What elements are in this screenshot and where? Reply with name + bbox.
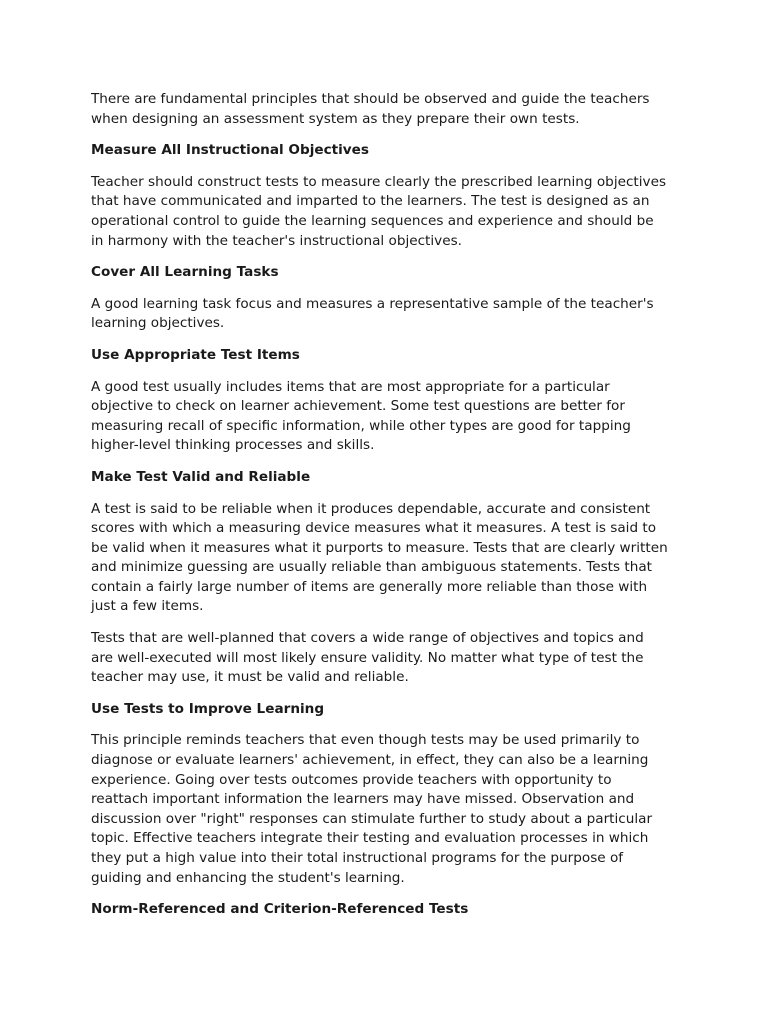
section-heading: [91, 900, 691, 920]
intro-paragraph: [91, 90, 691, 129]
text-line: learning objectives.: [91, 315, 225, 332]
text-line: diagnose or evaluate learners' achievement, in effect, they can also be a learning: [91, 752, 649, 769]
text-line: operational control to guide the learning sequences and experience and should be: [91, 212, 654, 229]
text-line: in harmony with the teacher's instructional objectives.: [91, 232, 462, 249]
body-paragraph: [91, 500, 691, 618]
text-line: Tests that are well-planned that covers a wide range of objectives and topics and: [91, 630, 644, 647]
text-line: There are fundamental principles that should be observed and guide the teachers: [91, 91, 650, 107]
section-heading: [91, 700, 691, 720]
text-line: This principle reminds teachers that even though tests may be used primarily to: [91, 732, 640, 749]
text-line: contain a fairly large number of items are generally more reliable than those with: [91, 578, 648, 595]
section-heading: [91, 263, 691, 283]
heading-text: Use Appropriate Test Items: [91, 346, 300, 363]
body-paragraph: [91, 378, 691, 456]
section-heading: [91, 468, 691, 488]
text-line: are well-executed will most likely ensure validity. No matter what type of test the: [91, 649, 644, 666]
text-line: measuring recall of specific information, while other types are good for tapping: [91, 417, 631, 434]
heading-text: Use Tests to Improve Learning: [91, 700, 325, 717]
text-line: Teacher should construct tests to measure clearly the prescribed learning objectives: [91, 173, 667, 190]
text-line: and minimize guessing are usually reliable than ambiguous statements. Tests that: [91, 559, 653, 576]
section-heading: [91, 346, 691, 366]
text-line: reattach important information the learners may have missed. Observation and: [91, 791, 635, 808]
heading-text: Cover All Learning Tasks: [91, 264, 279, 281]
text-line: topic. Effective teachers integrate their testing and evaluation processes in which: [91, 830, 649, 847]
heading-text: Make Test Valid and Reliable: [91, 468, 311, 485]
heading-text: Norm-Referenced and Criterion-Referenced Tests: [91, 901, 469, 918]
text-line: higher-level thinking processes and skills.: [91, 437, 375, 454]
body-paragraph: [91, 295, 691, 334]
text-line: teacher may use, it must be valid and reliable.: [91, 669, 409, 686]
body-paragraph: [91, 173, 691, 251]
text-line: be valid when it measures what it purports to measure. Tests that are clearly written: [91, 539, 668, 556]
text-line: that have communicated and imparted to the learners. The test is designed as an: [91, 193, 650, 210]
text-line: scores with which a measuring device measures what it measures. A test is said to: [91, 520, 657, 537]
text-line: A good learning task focus and measures a representative sample of the teacher's: [91, 295, 654, 312]
text-line: discussion over "right" responses can stimulate further to study about a particular: [91, 810, 653, 827]
text-line: they put a high value into their total instructional programs for the purpose of: [91, 850, 624, 866]
text-line: experience. Going over tests outcomes provide teachers with opportunity to: [91, 771, 612, 788]
text-line: when designing an assessment system as they prepare their own tests.: [91, 110, 580, 127]
body-paragraph: [91, 731, 691, 888]
text-line: A test is said to be reliable when it produces dependable, accurate and consistent: [91, 500, 651, 517]
text-line: guiding and enhancing the student's learning.: [91, 869, 405, 886]
section-heading: [91, 141, 691, 161]
text-line: objective to check on learner achievement. Some test questions are better for: [91, 398, 625, 415]
body-paragraph: [91, 629, 691, 688]
heading-text: Measure All Instructional Objectives: [91, 142, 369, 159]
document-page: [91, 90, 691, 932]
text-line: just a few items.: [91, 598, 204, 615]
text-line: A good test usually includes items that are most appropriate for a particular: [91, 378, 610, 395]
